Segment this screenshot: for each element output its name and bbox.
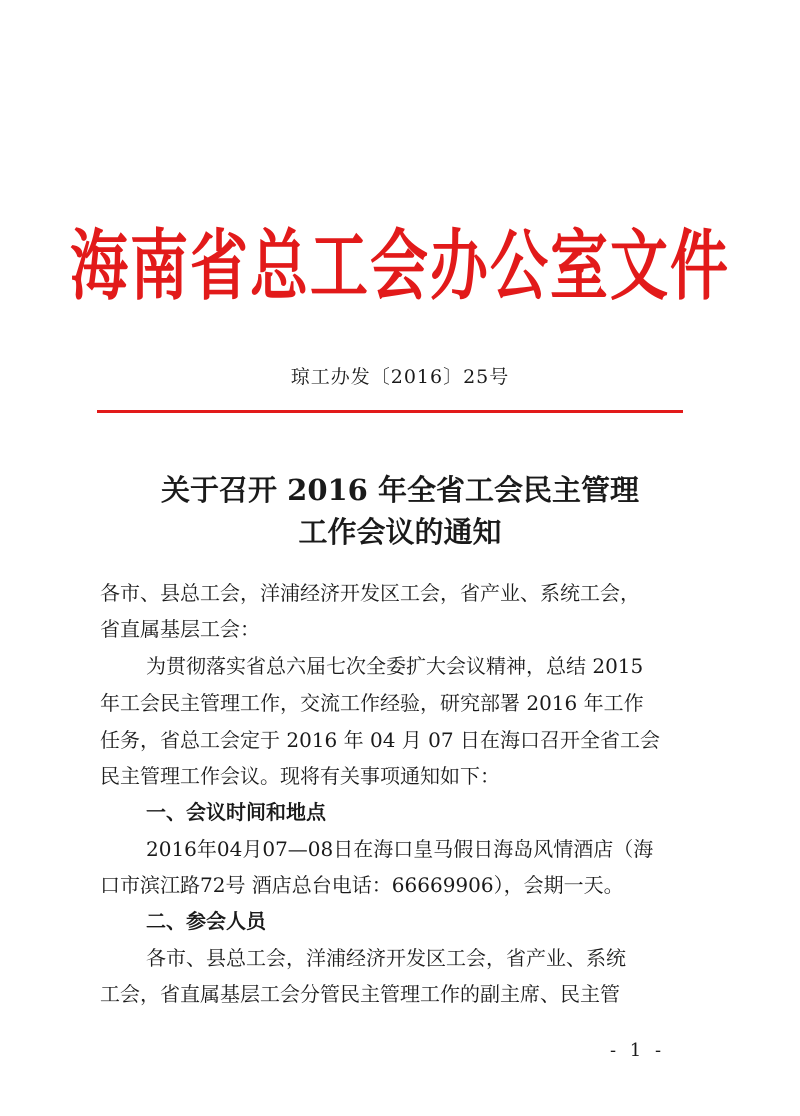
section-1-heading: 一、会议时间和地点 [146, 800, 326, 824]
section-2-heading: 二、参会人员 [146, 909, 266, 933]
notice-title-line-2: 工作会议的通知 [298, 515, 502, 549]
section-1-line-2: 口市滨江路72号 酒店总台电话：66669906），会期一天。 [100, 873, 624, 897]
addressee-line-1: 各市、县总工会，洋浦经济开发区工会，省产业、系统工会， [100, 581, 640, 605]
intro-line-3: 任务，省总工会定于 2016 年 04 月 07 日在海口召开全省工会 [100, 728, 660, 752]
notice-title-line-1: 关于召开 2016 年全省工会民主管理 [161, 473, 639, 507]
intro-line-2: 年工会民主管理工作，交流工作经验，研究部署 2016 年工作 [100, 691, 644, 715]
section-2-line-1: 各市、县总工会，洋浦经济开发区工会，省产业、系统 [146, 946, 626, 970]
page-number: - 1 - [610, 1040, 666, 1061]
intro-line-1: 为贯彻落实省总六届七次全委扩大会议精神，总结 2015 [146, 654, 644, 678]
section-1-line-1: 2016年04月07—08日在海口皇马假日海岛风情酒店（海 [146, 837, 654, 861]
masthead-title: 海南省总工会办公室文件 [69, 221, 730, 311]
document-number: 琼工办发〔2016〕25号 [290, 366, 510, 388]
intro-line-4: 民主管理工作会议。现将有关事项通知如下： [100, 764, 500, 788]
addressee-line-2: 省直属基层工会： [100, 617, 260, 641]
red-divider-line [97, 410, 683, 413]
section-2-line-2: 工会，省直属基层工会分管民主管理工作的副主席、民主管 [100, 982, 620, 1006]
